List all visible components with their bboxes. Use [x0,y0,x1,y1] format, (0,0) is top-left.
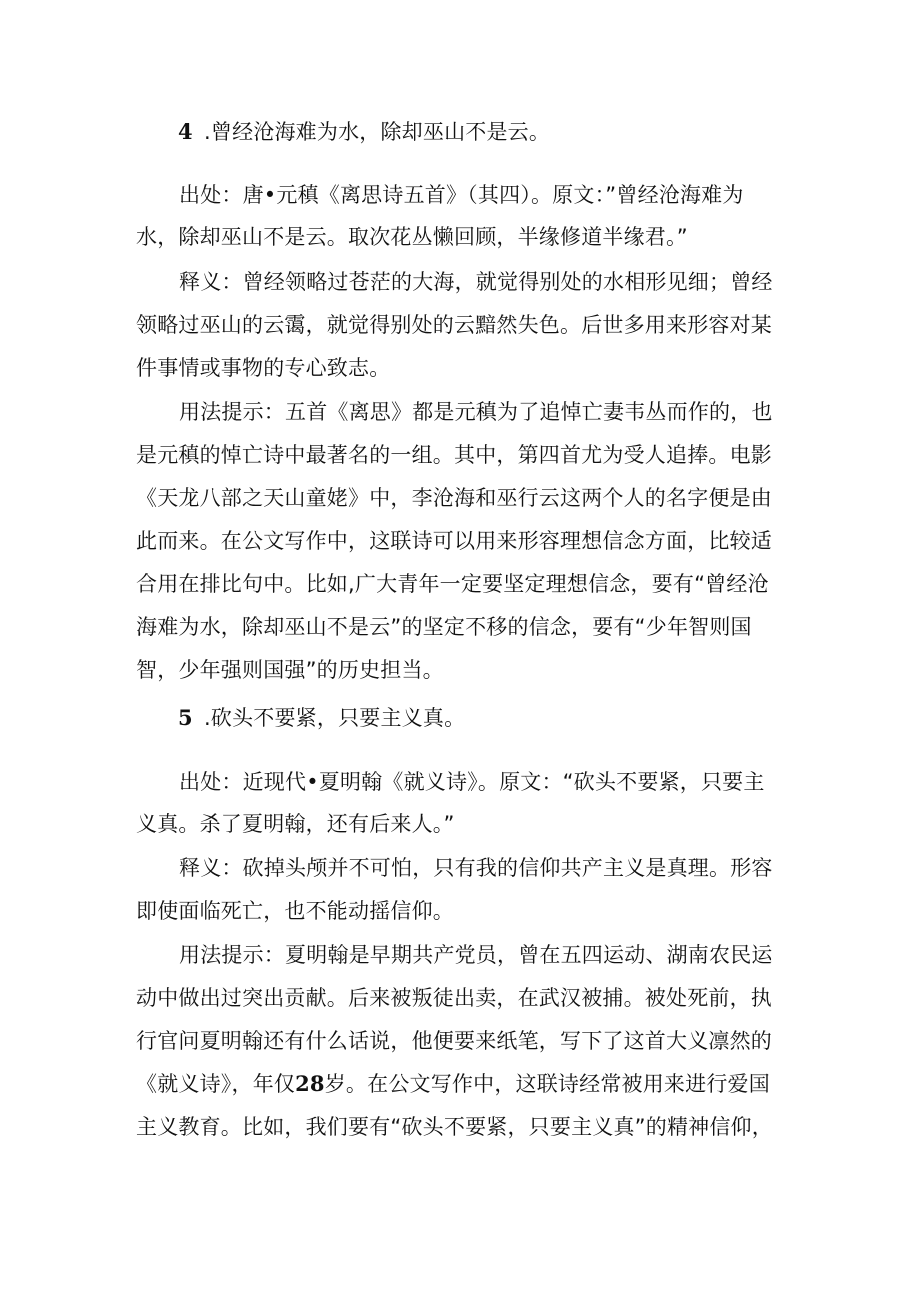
section-5-meaning-line-1: 释义：砍掉头颅并不可怕，只有我的信仰共产主义是真理。形容 [179,856,773,880]
section-5-usage-line-4 [136,1069,770,1099]
section-4-usage-line-7: 智，少年强则国强”的历史担当。 [136,658,444,682]
section-4-meaning-line-2: 领略过巫山的云霭，就觉得别处的云黯然失色。后世多用来形容对某 [136,313,772,337]
section-5-usage-line-4-part-a: 《就义诗》，年仅 [136,1072,296,1096]
section-4-usage-line-2: 是元稹的悼亡诗中最著名的一组。其中，第四首尤为受人追捧。电影 [136,443,772,467]
section-5-number: 5 [178,705,193,730]
section-5-usage-line-1: 用法提示：夏明翰是早期共产党员，曾在五四运动、湖南农民运 [179,943,773,967]
section-5-usage-line-3: 行官问夏明翰还有什么话说，他便要来纸笔，写下了这首大义凛然的 [136,1029,772,1053]
section-4-title: .曾经沧海难为水，除却巫山不是云。 [204,120,551,144]
section-5-title: .砍头不要紧，只要主义真。 [204,706,466,730]
section-5-usage-line-2: 动中做出过突出贡献。后来被叛徒出卖，在武汉被捕。被处死前，执 [136,986,772,1010]
section-5-source-line-1: 出处：近现代•夏明翰《就义诗》。原文：“砍头不要紧，只要主 [179,770,765,794]
section-4-usage-line-5: 合用在排比句中。比如,广大青年一定要坚定理想信念，要有“曾经沧 [136,572,769,596]
section-5-source-line-2: 义真。杀了夏明翰，还有后来人。” [136,812,455,836]
section-4-heading [178,117,550,147]
section-4-usage-line-1: 用法提示：五首《离思》都是元稹为了追悼亡妻韦丛而作的，也 [179,400,773,424]
section-5-usage-line-4-part-b: 岁。在公文写作中，这联诗经常被用来进行爱国 [324,1072,770,1096]
section-4-source-line-2: 水，除却巫山不是云。取次花丛懒回顾，半缘修道半缘君。” [136,225,688,249]
section-4-usage-line-4: 此而来。在公文写作中，这联诗可以用来形容理想信念方面，比较适 [136,529,772,553]
section-5-heading [178,703,465,733]
section-4-meaning-line-1: 释义：曾经领略过苍茫的大海，就觉得别处的水相形见细；曾经 [179,270,773,294]
section-4-meaning-line-3: 件事情或事物的专心致志。 [136,356,391,380]
section-4-number: 4 [178,119,193,144]
section-5-meaning-line-2: 即使面临死亡，也不能动摇信仰。 [136,899,454,923]
section-5-usage-line-5: 主义教育。比如，我们要有“砍头不要紧，只要主义真”的精神信仰， [136,1115,773,1139]
section-4-usage-line-6: 海难为水，除却巫山不是云”的坚定不移的信念，要有“少年智则国 [136,615,752,639]
section-4-source-line-1: 出处：唐•元稹《离思诗五首》（其四）。原文：”曾经沧海难为 [179,183,744,207]
section-4-usage-line-3: 《天龙八部之天山童姥》中，李沧海和巫行云这两个人的名字便是由 [136,486,772,510]
section-5-age-number: 28 [295,1071,325,1096]
